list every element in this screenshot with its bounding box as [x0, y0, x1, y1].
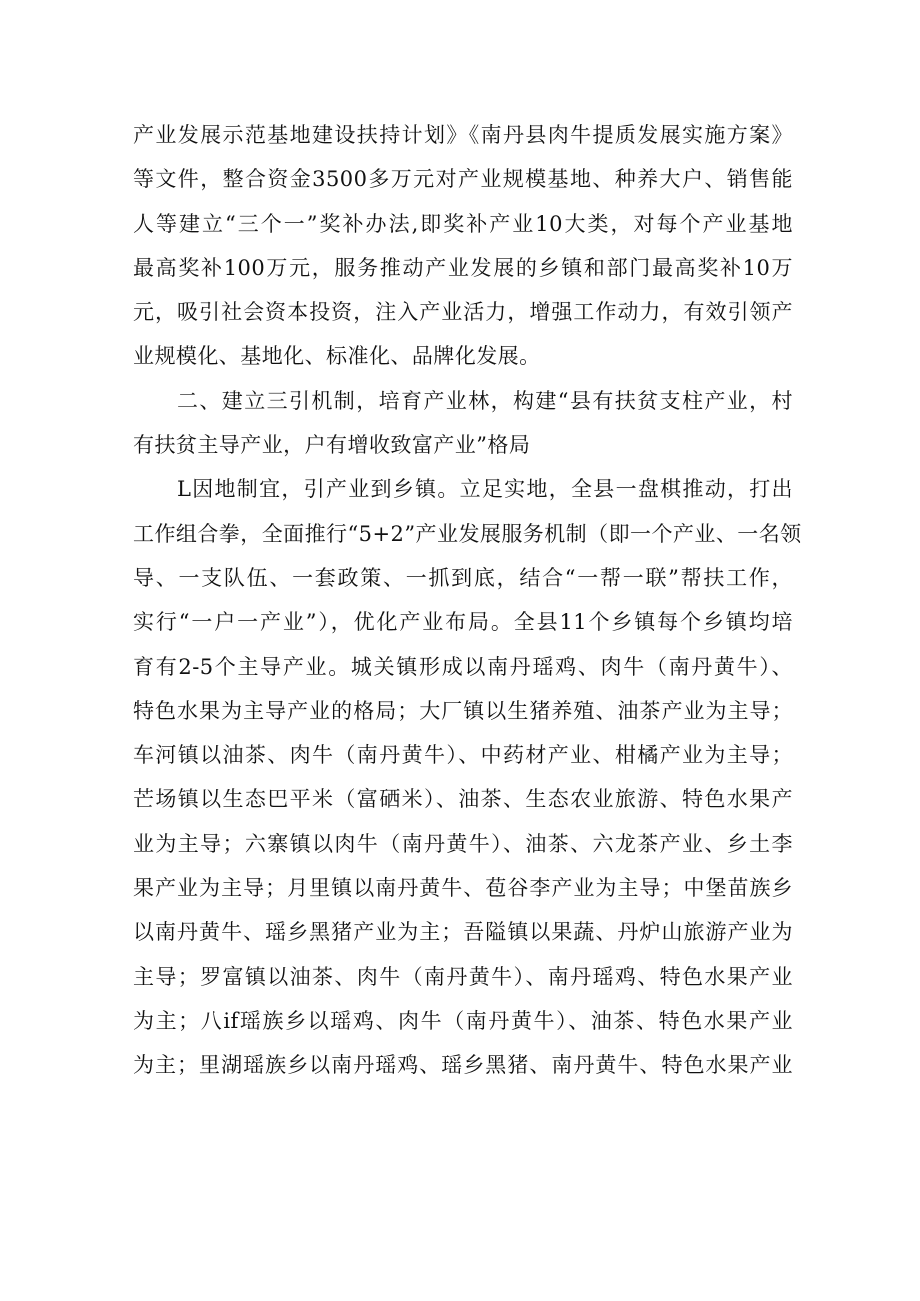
- text-line: 元，吸引社会资本投资，注入产业活力，增强工作动力，有效引领产: [133, 300, 793, 325]
- text-line: 特色水果为主导产业的格局；大厂镇以生猪养殖、油茶产业为主导；: [133, 698, 793, 723]
- text-line: 人等建立“三个一”奖补办法,即奖补产业10大类，对每个产业基地: [133, 211, 793, 236]
- section-heading-line: 二、建立三引机制，培育产业林，构建“县有扶贫支柱产业，村: [177, 388, 793, 413]
- text-line: 导、一支队伍、一套政策、一抓到底，结合“一帮一联”帮扶工作，: [133, 565, 793, 590]
- text-line: 主导；罗富镇以油茶、肉牛（南丹黄牛）、南丹瑶鸡、特色水果产业: [133, 964, 793, 989]
- text-line: 工作组合拳，全面推行“5+2”产业发展服务机制（即一个产业、一名领: [133, 521, 802, 546]
- text-line: 实行“一户一产业”），优化产业布局。全县11个乡镇每个乡镇均培: [133, 610, 793, 635]
- text-line: 业规模化、基地化、标准化、品牌化发展。: [133, 344, 541, 369]
- text-line: 业为主导；六寨镇以肉牛（南丹黄牛）、油茶、六龙茶产业、乡土李: [133, 831, 793, 856]
- text-line: 以南丹黄牛、瑶乡黑猪产业为主；吾隘镇以果蔬、丹炉山旅游产业为: [133, 920, 793, 945]
- text-line: 产业发展示范基地建设扶持计划》《南丹县肉牛提质发展实施方案》: [133, 123, 793, 147]
- section-heading-line: 有扶贫主导产业，户有增收致富产业”格局: [133, 433, 531, 458]
- text-line: 为主；里湖瑶族乡以南丹瑶鸡、瑶乡黑猪、南丹黄牛、特色水果产业: [133, 1053, 793, 1078]
- text-line: 为主；八if瑶族乡以瑶鸡、肉牛（南丹黄牛）、油茶、特色水果产业: [133, 1008, 793, 1033]
- text-line: L因地制宜，引产业到乡镇。立足实地，全县一盘棋推动，打出: [177, 477, 793, 502]
- text-line: 育有2-5个主导产业。城关镇形成以南丹瑶鸡、肉牛（南丹黄牛）、: [133, 654, 793, 679]
- text-line: 车河镇以油茶、肉牛（南丹黄牛）、中药材产业、柑橘产业为主导；: [133, 743, 793, 768]
- document-body: [133, 113, 802, 1088]
- text-line: 等文件，整合资金3500多万元对产业规模基地、种养大户、销售能: [133, 167, 793, 192]
- text-line: 最高奖补100万元，服务推动产业发展的乡镇和部门最高奖补10万: [133, 255, 793, 280]
- text-line: 果产业为主导；月里镇以南丹黄牛、苞谷李产业为主导；中堡苗族乡: [133, 876, 793, 901]
- text-line: 芒场镇以生态巴平米（富硒米）、油茶、生态农业旅游、特色水果产: [133, 787, 793, 812]
